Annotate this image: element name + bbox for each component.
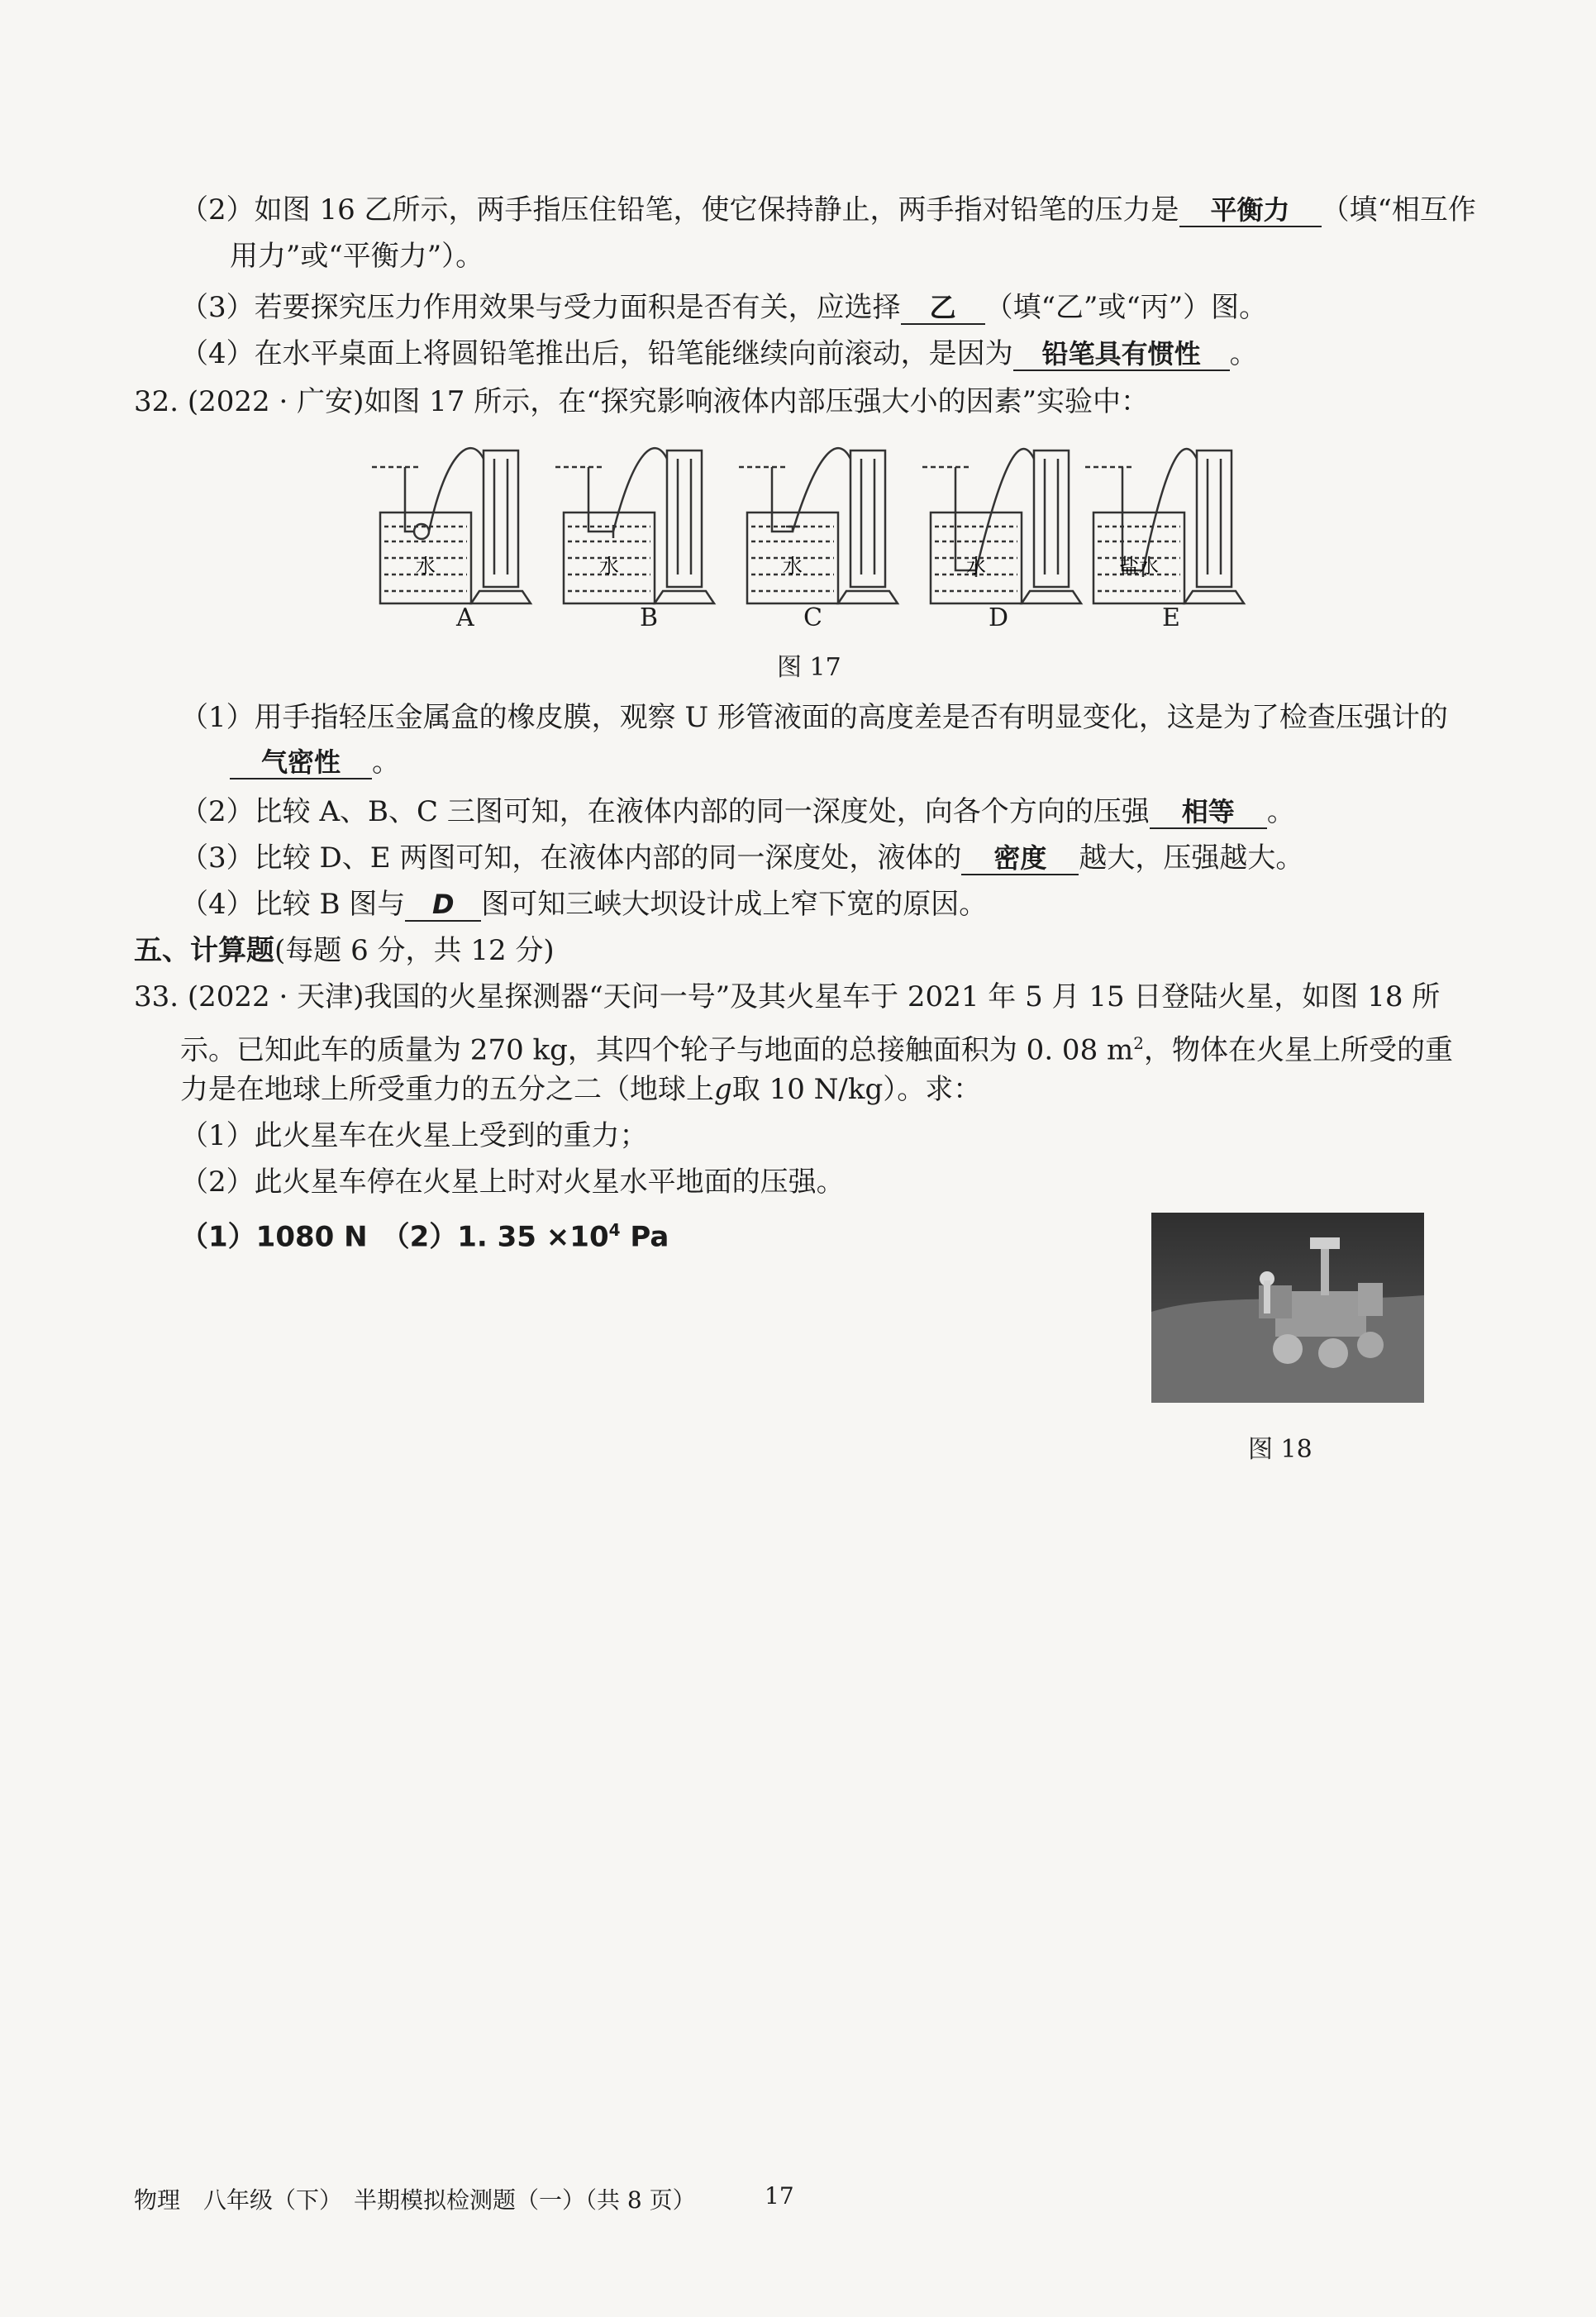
q32-p2-tail: 。 (1266, 795, 1295, 828)
answer-blank: D (405, 889, 481, 922)
q32-part3 (180, 840, 1303, 876)
q32-p4-text: （4）比较 B 图与 (180, 888, 406, 921)
q33-line3 (180, 1071, 981, 1108)
q31-p4-tail: 。 (1229, 337, 1258, 370)
panel-a-liquid: 水 (416, 555, 436, 578)
q33-l2-text: 示。已知此车的质量为 270 kg，其四个轮子与地面的总接触面积为 0. 08 m (180, 1033, 1134, 1067)
panel-e-apparatus (1085, 449, 1244, 603)
q31-p2-text: （2）如图 16 乙所示，两手指压住铅笔，使它保持静止，两手指对铅笔的压力是 (180, 193, 1179, 226)
panel-d-liquid: 水 (966, 555, 986, 578)
answer-blank: 乙 (901, 292, 985, 325)
panel-d-label: D (989, 603, 1009, 632)
panel-a-label: A (456, 603, 474, 632)
q33-l3-text: 力是在地球上所受重力的五分之二（地球上 (180, 1073, 714, 1106)
section-5-heading (134, 932, 555, 969)
answer-blank: 铅笔具有惯性 (1013, 338, 1230, 371)
panel-b-liquid: 水 (599, 555, 619, 578)
variable-g: g (714, 1073, 732, 1106)
superscript: 2 (1133, 1033, 1144, 1053)
q31-p3-tail: （填“乙”或“丙”）图。 (984, 291, 1268, 324)
q31-part4 (180, 336, 1258, 372)
answer-blank: 气密性 (230, 746, 372, 779)
q32-stem: 32. (2022 · 广安)如图 17 所示，在“探究影响液体内部压强大小的因素”实验中： (134, 385, 1149, 418)
q32-p4-tail: 图可知三峡大坝设计成上窄下宽的原因。 (481, 888, 988, 921)
figure-17-caption: 图 17 (777, 653, 841, 682)
superscript: 4 (608, 1220, 621, 1240)
answer-blank: 平衡力 (1179, 194, 1322, 227)
panel-b-apparatus (555, 448, 714, 603)
panel-c-apparatus (739, 448, 898, 603)
q32-p2-text: （2）比较 A、B、C 三图可知，在液体内部的同一深度处，向各个方向的压强 (180, 795, 1150, 828)
q33-l2-tail: ，物体在火星上所受的重 (1143, 1033, 1453, 1067)
q31-p2-tail: （填“相互作 (1321, 193, 1476, 226)
q31-part2-line1 (180, 192, 1476, 228)
answer-blank: 相等 (1150, 796, 1267, 829)
answer-text: （1）1080 N （2）1. 35 ×10 (180, 1220, 609, 1254)
q32-p1-tail: 。 (372, 746, 400, 779)
page-number: 17 (765, 2182, 794, 2210)
panel-e-label: E (1162, 603, 1180, 632)
q33-l3-tail: 取 10 N/kg）。求： (731, 1073, 982, 1106)
q32-p3-tail: 越大，压强越大。 (1079, 841, 1304, 875)
section-note: (每题 6 分，共 12 分) (274, 934, 555, 967)
q31-part2-line2: 用力”或“平衡力”）。 (230, 240, 484, 273)
q33-line2 (180, 1025, 1453, 1068)
panel-c-label: C (803, 603, 822, 632)
figure-18-caption: 图 18 (1248, 1435, 1313, 1464)
panel-a-apparatus (372, 448, 531, 603)
q33-part2: （2）此火星车停在火星上时对火星水平地面的压强。 (180, 1166, 845, 1199)
q33-line1: 33. (2022 · 天津)我国的火星探测器“天问一号”及其火星车于 2021 年 5 月 15 日登陆火星，如图 18 所 (134, 980, 1441, 1013)
answer-blank: 密度 (961, 842, 1079, 875)
q32-part4 (180, 886, 987, 923)
panel-e-liquid: 盐水 (1119, 555, 1159, 578)
q33-part1: （1）此火星车在火星上受到的重力； (180, 1119, 648, 1152)
q32-part1-line1: （1）用手指轻压金属盒的橡皮膜，观察 U 形管液面的高度差是否有明显变化，这是为了检查压强计的 (180, 701, 1448, 734)
q33-answer (180, 1212, 669, 1255)
q32-p3-text: （3）比较 D、E 两图可知，在液体内部的同一深度处，液体的 (180, 841, 962, 875)
panel-b-label: B (640, 603, 659, 632)
answer-unit: Pa (620, 1220, 669, 1254)
panel-d-apparatus (922, 449, 1081, 603)
section-title: 五、计算题 (134, 934, 274, 967)
figure-17-pressure-gauge-diagram (347, 434, 1256, 616)
figure-18-mars-rover-photo (1151, 1213, 1424, 1403)
q32-part1-line2 (230, 744, 400, 780)
q31-p3-text: （3）若要探究压力作用效果与受力面积是否有关，应选择 (180, 291, 901, 324)
panel-c-liquid: 水 (783, 555, 803, 578)
q31-part3 (180, 289, 1267, 326)
q32-part2 (180, 794, 1295, 830)
q31-p4-text: （4）在水平桌面上将圆铅笔推出后，铅笔能继续向前滚动，是因为 (180, 337, 1013, 370)
footer-title: 物理 八年级（下） 半期模拟检测题（一）（共 8 页） (134, 2186, 696, 2214)
